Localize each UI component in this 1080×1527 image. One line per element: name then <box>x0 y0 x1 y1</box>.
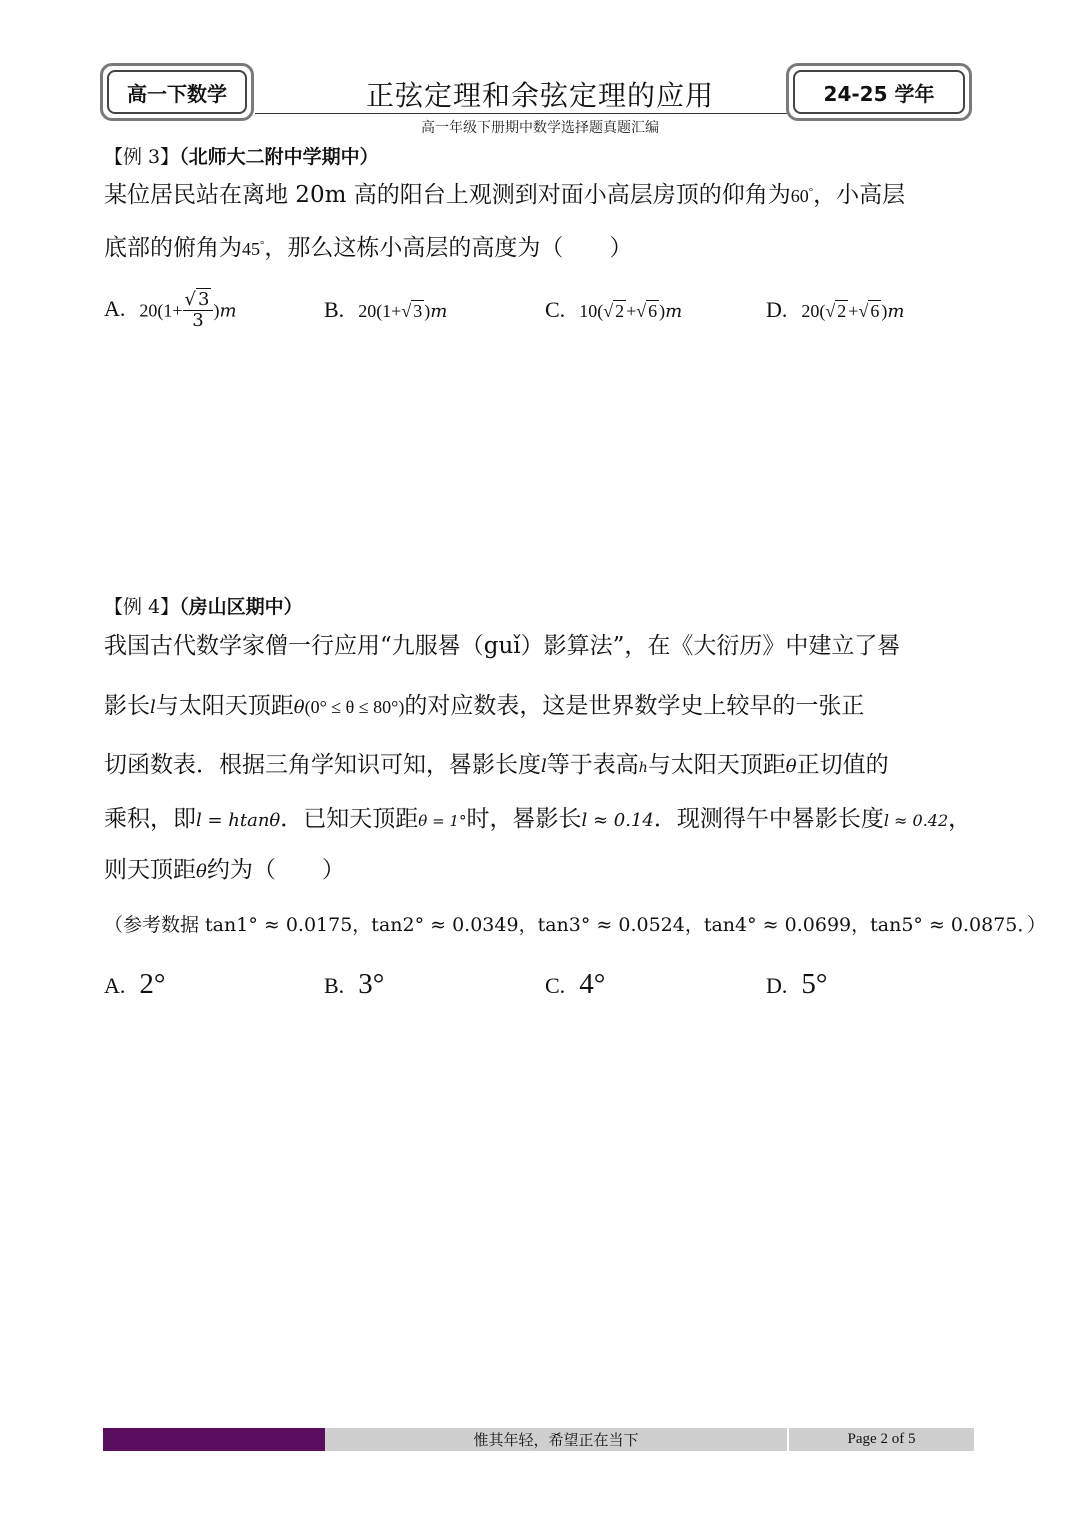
theta-eq-1: θ = 1° <box>418 812 467 830</box>
sqrt-sign: √ <box>858 301 869 321</box>
footer-page-number: Page 2 of 5 <box>789 1428 974 1451</box>
fraction <box>183 290 214 331</box>
example3-heading <box>104 142 379 169</box>
example4-option-a[interactable] <box>104 968 166 1001</box>
example4-option-c[interactable] <box>545 968 605 1001</box>
example3-text: ，小高层 <box>813 182 906 208</box>
sqrt-sign: √ <box>825 301 836 321</box>
option-math: 10( <box>579 301 604 321</box>
var-theta: θ <box>785 756 797 777</box>
footer-motto: 惟其年轻，希望正在当下 <box>325 1428 787 1451</box>
example4-source: （房山区期中） <box>179 596 303 618</box>
example3-option-b[interactable] <box>324 297 447 323</box>
option-label: C. <box>545 297 566 322</box>
example3-text: 底部的俯角为 <box>104 235 242 261</box>
plus-sign: + <box>848 301 859 321</box>
example4-option-b[interactable] <box>324 968 384 1001</box>
var-l: l <box>541 756 547 777</box>
unit-m: m <box>665 301 683 322</box>
angle-45: 45° <box>242 239 265 259</box>
example4-text: ．现测得午中晷影长度 <box>653 806 884 832</box>
example4-text: 与太阳天顶距 <box>155 693 294 719</box>
var-theta: θ <box>196 861 207 882</box>
example3-text: ，那么这栋小高层的高度为（ ） <box>264 235 633 261</box>
unit-m: m <box>887 301 905 322</box>
example3-text: 某位居民站在离地 20m 高的阳台上观测到对面小高层房顶的仰角为 <box>104 182 791 208</box>
footer-accent-bar <box>103 1428 325 1451</box>
option-math: ) <box>213 300 220 321</box>
radicand: 3 <box>198 289 210 310</box>
example4-reference-data <box>104 910 1046 937</box>
option-value: 4° <box>579 968 606 1000</box>
theta-range: (0° ≤ θ ≤ 80°) <box>304 697 405 717</box>
l-approx-042: l ≈ 0.42 <box>883 811 949 830</box>
option-label: C. <box>545 973 566 998</box>
header-left-box <box>100 63 254 121</box>
fraction-numerator: √ 3 <box>183 290 214 311</box>
plus-sign: + <box>626 301 637 321</box>
example4-text: 正切值的 <box>796 752 889 778</box>
radicand: 2 <box>615 301 625 321</box>
title-rule <box>255 113 787 114</box>
fraction-denominator: 3 <box>192 309 204 331</box>
example4-text: 乘积，即 <box>104 806 196 832</box>
course-label: 高一下数学 <box>107 70 247 114</box>
option-math: 20(1+ <box>139 300 183 321</box>
option-value: 2° <box>139 968 166 1000</box>
example4-line1 <box>104 632 900 662</box>
example4-line2 <box>104 692 864 722</box>
page-title: 正弦定理和余弦定理的应用 <box>365 79 714 112</box>
radicand: 6 <box>870 301 880 321</box>
sqrt-sign: √ <box>636 301 647 321</box>
example3-tag: 【例 3】 <box>104 146 180 168</box>
example4-text: 则天顶距 <box>104 857 196 883</box>
option-math: ) <box>881 301 888 321</box>
example4-text: 切函数表．根据三角学知识可知，晷影长度 <box>104 752 541 778</box>
example3-option-c[interactable] <box>545 297 682 323</box>
example4-text: 约为（ ） <box>206 857 345 883</box>
example3-line1 <box>104 181 905 211</box>
reference-text: （参考数据 tan1° ≈ 0.0175，tan2° ≈ 0.0349，tan3° ≈ 0.0524，tan4° ≈ 0.0699，tan5° ≈ 0.0875．） <box>104 914 1046 936</box>
option-label: D. <box>766 297 788 322</box>
option-label: B. <box>324 973 345 998</box>
var-h: h <box>638 760 648 776</box>
example3-option-a[interactable] <box>104 290 237 331</box>
example4-text: 影长 <box>104 693 150 719</box>
option-math: 20(1+ <box>358 301 402 321</box>
angle-60: 60° <box>790 186 814 206</box>
example4-line3 <box>104 751 889 781</box>
school-year-label: 24-25 学年 <box>793 70 965 114</box>
page-subtitle: 高一年级下册期中数学选择题真题汇编 <box>421 120 659 136</box>
example4-line5 <box>104 856 345 886</box>
option-math: ) <box>659 301 666 321</box>
example3-option-d[interactable] <box>766 297 904 323</box>
example4-line4 <box>104 805 971 835</box>
radicand: 2 <box>837 301 847 321</box>
var-l: l <box>150 697 156 718</box>
example4-text: ， <box>948 806 972 832</box>
l-approx-014: l ≈ 0.14 <box>581 810 654 831</box>
unit-m: m <box>430 301 448 322</box>
example4-option-d[interactable] <box>766 968 828 1001</box>
option-label: D. <box>766 973 788 998</box>
example4-text: 时，晷影长 <box>466 806 582 832</box>
radicand: 6 <box>648 301 658 321</box>
example4-tag: 【例 4】 <box>104 596 180 618</box>
example3-line2 <box>104 234 632 264</box>
example4-text: 我国古代数学家僧一行应用“九服晷（guǐ）影算法”，在《大衍历》中建立了晷 <box>104 633 901 659</box>
example4-text: ．已知天顶距 <box>280 806 419 832</box>
example4-text: 等于表高 <box>546 752 639 778</box>
unit-m: m <box>219 300 237 322</box>
option-value: 5° <box>801 968 828 1000</box>
option-math: ) <box>424 301 431 321</box>
option-label: A. <box>104 296 126 322</box>
option-math: 20( <box>801 301 826 321</box>
header-right-box <box>786 63 972 121</box>
option-label: B. <box>324 297 345 322</box>
angle-value: 45 <box>242 239 260 259</box>
angle-value: 60 <box>790 186 809 206</box>
example4-text: 的对应数表，这是世界数学史上较早的一张正 <box>404 693 865 719</box>
formula-l-htan: l = htanθ <box>196 810 281 831</box>
sqrt-sign: √ <box>401 301 412 321</box>
option-label: A. <box>104 973 126 998</box>
radicand: 3 <box>413 301 423 321</box>
example4-text: 与太阳天顶距 <box>647 752 786 778</box>
option-value: 3° <box>358 968 385 1000</box>
example4-heading <box>104 592 303 619</box>
var-theta: θ <box>293 697 305 718</box>
example3-source: （北师大二附中学期中） <box>179 146 379 168</box>
sqrt-sign: √ <box>603 301 614 321</box>
